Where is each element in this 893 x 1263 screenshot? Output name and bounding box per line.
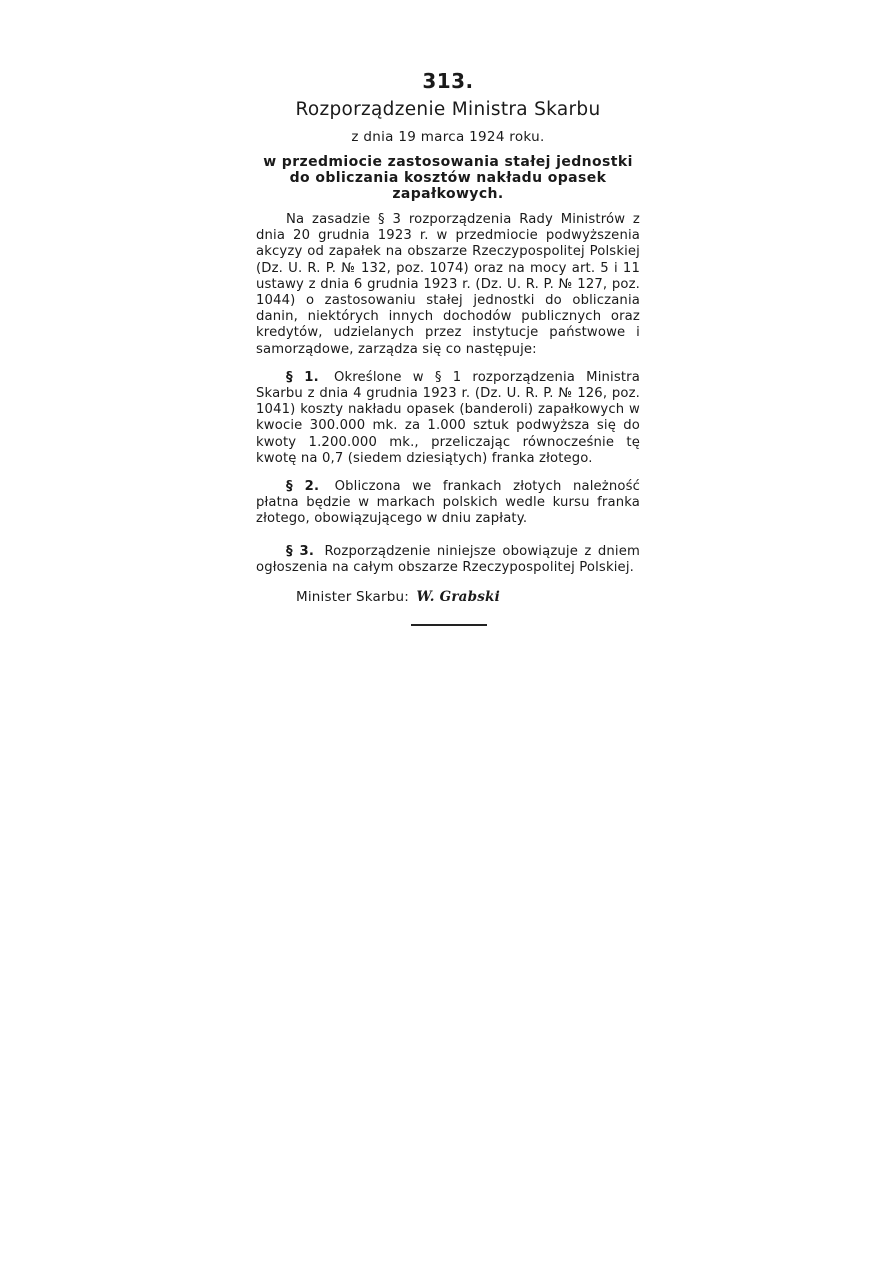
section-2-paragraph (256, 479, 640, 528)
section-1-label: § 1. (286, 369, 319, 385)
document-date: z dnia 19 marca 1924 roku. (351, 129, 545, 145)
document-subject: w przedmiocie zastosowania stałej jednostki do obliczania kosztów nakładu opasek zapałkowych. (263, 154, 633, 202)
section-1-paragraph (256, 370, 640, 467)
section-3-text: Rozporządzenie niniejsze obowiązuje z dniem ogłoszenia na całym obszarze Rzeczypospolitej Polskiej. (256, 543, 640, 575)
section-3-label: § 3. (286, 543, 315, 559)
document-page (256, 68, 640, 626)
signature-block (256, 588, 640, 606)
signature-role: Minister Skarbu: (296, 589, 410, 606)
section-2-label: § 2. (286, 479, 320, 495)
section-1-text: Określone w § 1 rozporządzenia Ministra Skarbu z dnia 4 grudnia 1923 r. (Dz. U. R. P. № 126, poz. 1041) koszty nakładu opasek (banderoli) zapałkowych w kwocie 300.000 mk. za 1.000 sztuk podwyższa się do kwoty 1.200.000 mk., przeliczając równocześnie tę kwotę na 0,7 (siedem dziesiątych) franka złotego. (256, 369, 640, 466)
signature-name: W. Grabski (416, 589, 500, 606)
document-title: Rozporządzenie Ministra Skarbu (295, 99, 601, 120)
section-2-text: Obliczona we frankach złotych należność płatna będzie w markach polskich wedle kursu franka złotego, obowiązującego w dniu zapłaty. (256, 479, 640, 527)
end-divider (411, 624, 487, 626)
document-number: 313. (422, 69, 474, 93)
preamble-paragraph: Na zasadzie § 3 rozporządzenia Rady Ministrów z dnia 20 grudnia 1923 r. w przedmiocie podwyższenia akcyzy od zapałek na obszarze Rzeczypospolitej Polskiej (Dz. U. R. P. № 132, poz. 1074) oraz na mocy art. 5 i 11 ustawy z dnia 6 grudnia 1923 r. (Dz. U. R. P. № 127, poz. 1044) o zastosowaniu stałej jednostki do obliczania danin, niektórych innych dochodów publicznych oraz kredytów, udzielanych przez instytucje państwowe i samorządowe, zarządza się co następuje: (256, 212, 640, 357)
section-3-paragraph (256, 544, 640, 576)
